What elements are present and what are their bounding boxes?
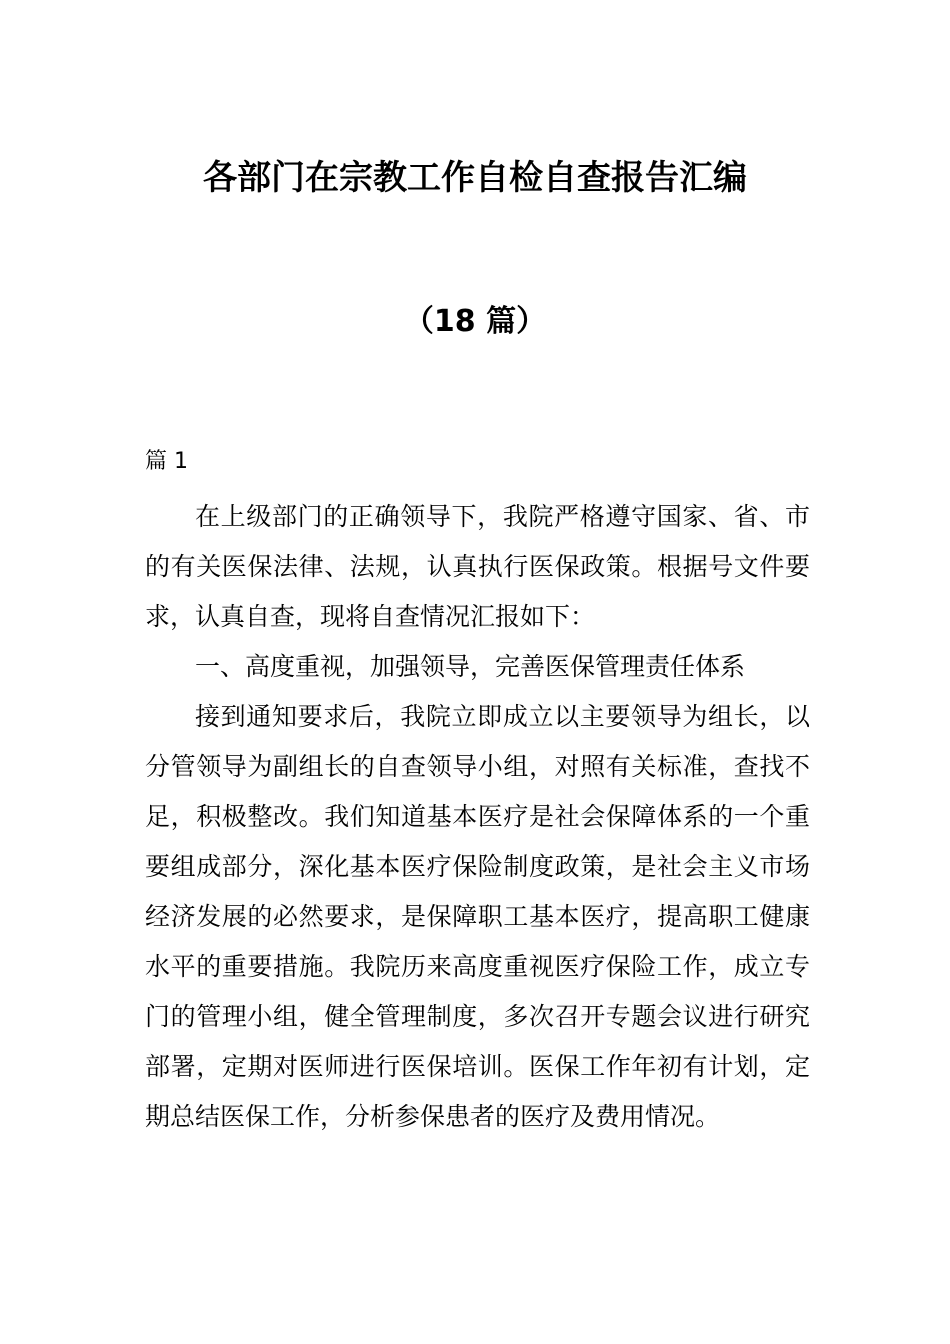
paragraph-intro: 在上级部门的正确领导下，我院严格遵守国家、省、市的有关医保法律、法规，认真执行医保政策。根据号文件要求，认真自查，现将自查情况汇报如下： — [145, 502, 810, 631]
section-label: 篇 1 — [145, 449, 188, 474]
document-body — [145, 492, 810, 1142]
paragraph-heading: 一、高度重视，加强领导，完善医保管理责任体系 — [195, 652, 746, 681]
paragraph-content: 接到通知要求后，我院立即成立以主要领导为组长，以分管领导为副组长的自查领导小组，对照有关标准，查找不足，积极整改。我们知道基本医疗是社会保障体系的一个重要组成部分，深化基本医疗保险制度政策，是社会主义市场经济发展的必然要求，是保障职工基本医疗，提高职工健康水平的重要措施。我院历来高度重视医疗保险工作，成立专门的管理小组，健全管理制度，多次召开专题会议进行研究部署，定期对医师进行医保培训。医保工作年初有计划，定期总结医保工作，分析参保患者的医疗及费用情况。 — [145, 702, 810, 1131]
document-subtitle: （18 篇） — [403, 304, 547, 339]
document-title: 各部门在宗教工作自检自查报告汇编 — [203, 158, 747, 198]
